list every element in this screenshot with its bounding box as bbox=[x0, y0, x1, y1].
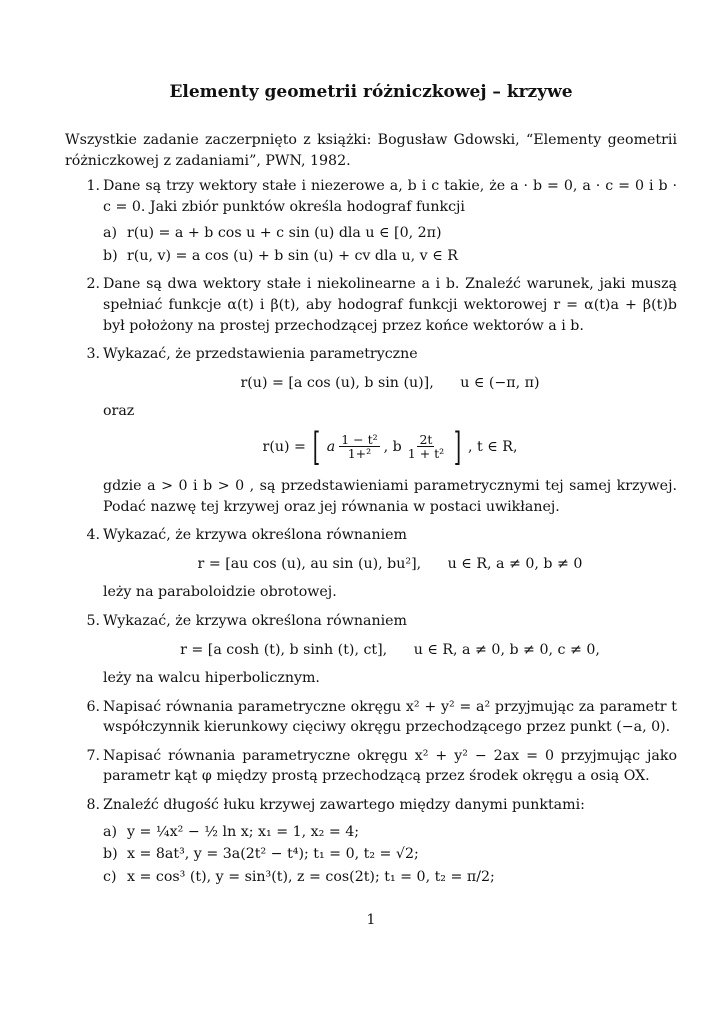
display-equation bbox=[103, 640, 677, 661]
problem-2 bbox=[65, 274, 677, 336]
coef-a: a bbox=[326, 438, 336, 455]
problem-number: 7. bbox=[86, 747, 100, 764]
subitem-text: r(u, v) = a cos (u) + b sin (u) + cv dla u, v ∈ R bbox=[127, 247, 458, 264]
subitem-label: b) bbox=[103, 846, 118, 863]
equation-lhs: r(u) = bbox=[262, 438, 306, 455]
problem-text: Napisać równania parametryczne okręgu x² + y² = a² przyjmując za parametr t współczynnik kierunkowy cięciwy okręgu przechodzącego przez punkt (−a, 0). bbox=[103, 698, 677, 736]
fraction-2 bbox=[406, 433, 446, 462]
problem-after-text: gdzie a > 0 i b > 0 , są przedstawieniami parametrycznymi tej samej krzywej. Podać nazwę tej krzywej oraz jej równania w postaci uwikłanej. bbox=[103, 477, 677, 515]
display-equation bbox=[103, 373, 677, 394]
fraction-numerator: 1 − t² bbox=[341, 431, 378, 447]
subitem bbox=[103, 246, 677, 267]
problem-text: Wykazać, że przedstawienia parametryczne bbox=[103, 346, 418, 363]
problem-number: 6. bbox=[86, 698, 100, 715]
display-equation bbox=[103, 554, 677, 575]
subitem-text: x = cos³ (t), y = sin³(t), z = cos(2t); t₁ = 0, t₂ = π/2; bbox=[127, 868, 495, 885]
problem-text: Znaleźć długość łuku krzywej zawartego między danymi punktami: bbox=[103, 797, 585, 814]
equation-condition: u ∈ R, a ≠ 0, b ≠ 0 bbox=[447, 555, 583, 572]
problem-1 bbox=[65, 176, 677, 266]
equation-body: r = [au cos (u), au sin (u), bu²], bbox=[197, 555, 422, 572]
problem-number: 8. bbox=[86, 797, 100, 814]
problem-text: Wykazać, że krzywa określona równaniem bbox=[103, 612, 407, 629]
intro-paragraph: Wszystkie zadanie zaczerpnięto z książki: Bogusław Gdowski, “Elementy geometrii różniczkowej z zadaniami”, PWN, 1982. bbox=[65, 132, 677, 169]
fraction-1 bbox=[339, 433, 379, 462]
problem-3 bbox=[65, 344, 677, 517]
subitem-label: a) bbox=[103, 823, 117, 840]
display-equation-fraction bbox=[103, 424, 677, 469]
problem-number: 5. bbox=[86, 612, 100, 629]
equation-body: r(u) = [a cos (u), b sin (u)], bbox=[240, 374, 434, 391]
problem-number: 2. bbox=[86, 276, 100, 293]
problem-5 bbox=[65, 611, 677, 689]
subitem-text: r(u) = a + b cos u + c sin (u) dla u ∈ [0, 2π) bbox=[127, 225, 442, 242]
document-page bbox=[65, 0, 677, 1024]
subitem-text: y = ¼x² − ½ ln x; x₁ = 1, x₂ = 4; bbox=[127, 823, 360, 840]
subitem bbox=[103, 844, 677, 865]
problem-7 bbox=[65, 746, 677, 787]
equation-condition: u ∈ (−π, π) bbox=[460, 374, 540, 391]
problem-number: 1. bbox=[86, 178, 100, 194]
problem-after-text: leży na walcu hiperbolicznym. bbox=[103, 670, 320, 687]
subitem bbox=[103, 822, 677, 843]
fraction-denominator: 1+² bbox=[347, 446, 372, 462]
equation-condition: , t ∈ R, bbox=[468, 438, 518, 455]
subitem bbox=[103, 867, 677, 888]
problem-4 bbox=[65, 525, 677, 603]
subitem bbox=[103, 223, 677, 244]
subitem-label: a) bbox=[103, 225, 117, 242]
page-number: 1 bbox=[366, 912, 376, 928]
problem-text: Wykazać, że krzywa określona równaniem bbox=[103, 527, 407, 544]
fraction-denominator: 1 + t² bbox=[407, 446, 445, 462]
problem-text: Napisać równania parametryczne okręgu x² + y² − 2ax = 0 przyjmując jako parametr kąt φ między prostą przechodzącą przez środek okręgu a osią OX. bbox=[103, 747, 677, 785]
problem-8 bbox=[65, 795, 677, 887]
subitems bbox=[103, 822, 677, 888]
page-title: Elementy geometrii różniczkowej – krzywe bbox=[169, 82, 573, 102]
subitem-label: c) bbox=[103, 868, 117, 885]
equation-condition: u ∈ R, a ≠ 0, b ≠ 0, c ≠ 0, bbox=[413, 641, 600, 658]
problem-after-text: leży na paraboloidzie obrotowej. bbox=[103, 584, 337, 601]
connector-text: oraz bbox=[103, 403, 135, 420]
problem-text: Dane są trzy wektory stałe i niezerowe a, b i c takie, że a · b = 0, a · c = 0 i b · c = 0. Jaki zbiór punktów określa hodograf funkcji bbox=[103, 178, 677, 215]
problem-text: Dane są dwa wektory stałe i niekolinearne a i b. Znaleźć warunek, jaki muszą spełniać funkcje α(t) i β(t), aby hodograf funkcji wektorowej r = α(t)a + β(t)b był położony na prostej przechodzącej przez końce wektorów a i b. bbox=[103, 276, 677, 334]
problem-list bbox=[65, 176, 677, 895]
comma-b: , b bbox=[383, 438, 402, 455]
subitems bbox=[103, 223, 677, 266]
problem-6 bbox=[65, 697, 677, 738]
equation-body: r = [a cosh (t), b sinh (t), ct], bbox=[180, 641, 388, 658]
right-bracket: ] bbox=[453, 424, 462, 469]
problem-number: 3. bbox=[86, 346, 100, 363]
left-bracket: [ bbox=[312, 424, 321, 469]
fraction-numerator: 2t bbox=[419, 431, 433, 447]
problem-number: 4. bbox=[86, 527, 100, 544]
subitem-label: b) bbox=[103, 247, 118, 264]
subitem-text: x = 8at³, y = 3a(2t² − t⁴); t₁ = 0, t₂ = √2; bbox=[127, 846, 419, 863]
